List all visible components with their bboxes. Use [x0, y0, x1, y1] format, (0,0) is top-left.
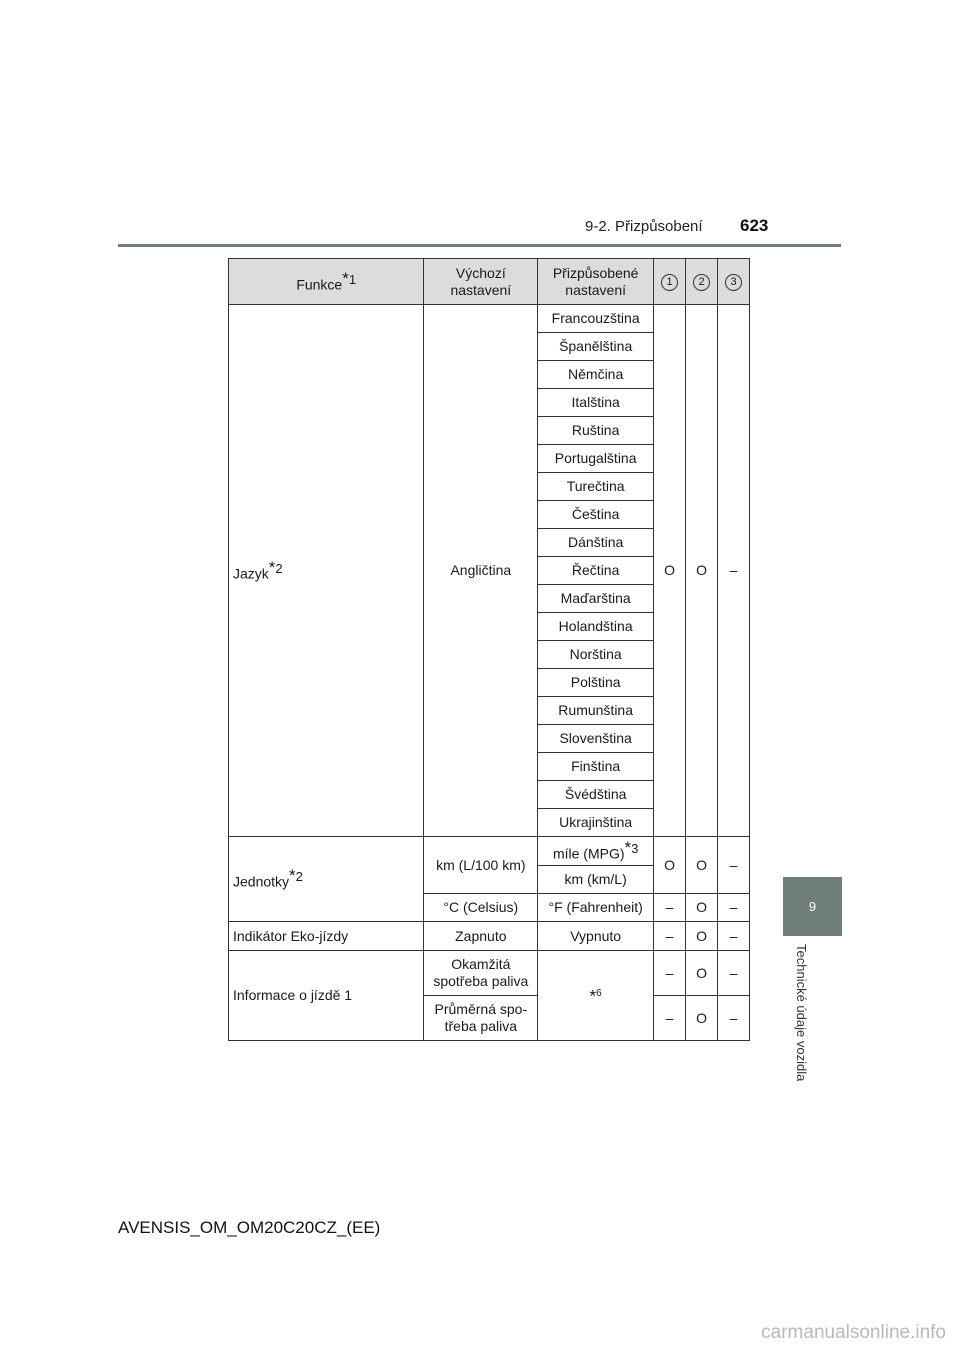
jednotky-col-1: O	[654, 837, 686, 894]
table-row	[229, 922, 750, 951]
section-title: 9-2. Přizpůsobení	[585, 218, 703, 235]
temperature-col-3: –	[718, 894, 750, 922]
info-instant-col-1: –	[654, 951, 686, 996]
info-option-note: *$^6$	[538, 951, 654, 1041]
eko-col-3: –	[718, 922, 750, 951]
temperature-option: °F (Fahrenheit)	[538, 894, 654, 922]
language-option: Slovenština	[538, 725, 654, 753]
jazyk-col-2: O	[686, 305, 718, 837]
temperature-col-2: O	[686, 894, 718, 922]
language-option: Polština	[538, 669, 654, 697]
language-option: Švédština	[538, 781, 654, 809]
eko-col-2: O	[686, 922, 718, 951]
page-number: 623	[740, 216, 769, 235]
eko-col-1: –	[654, 922, 686, 951]
eko-option: Vypnuto	[538, 922, 654, 951]
header-funkce: Funkce$^{*1}$	[229, 259, 424, 305]
header-prizpusobene: Přizpůsobené nastavení	[538, 259, 654, 305]
row-label-jazyk: Jazyk$^{*2}$	[229, 305, 424, 837]
language-option: Čeština	[538, 501, 654, 529]
circled-1-icon: 1	[661, 274, 678, 291]
row-label-eko: Indikátor Eko-jízdy	[229, 922, 424, 951]
language-option: Norština	[538, 641, 654, 669]
temperature-col-1: –	[654, 894, 686, 922]
info-average-col-2: O	[686, 996, 718, 1041]
language-option: Portugalština	[538, 445, 654, 473]
info-instant-col-3: –	[718, 951, 750, 996]
info-default-instant: Okamžitá spotřeba paliva	[424, 951, 538, 996]
header-col-1	[654, 259, 686, 305]
watermark: carmanualsonline.info	[761, 1322, 946, 1343]
circled-3-icon: 3	[725, 274, 742, 291]
jednotky-col-2: O	[686, 837, 718, 894]
row-label-info: Informace o jízdě 1	[229, 951, 424, 1041]
language-option: Finština	[538, 753, 654, 781]
table-row	[229, 305, 750, 333]
language-option: Němčina	[538, 361, 654, 389]
language-option: Francouzština	[538, 305, 654, 333]
chapter-label: Technické údaje vozidla	[794, 944, 809, 1082]
jednotky-default: km (L/100 km)	[424, 837, 538, 894]
language-option: Italština	[538, 389, 654, 417]
table-row	[229, 951, 750, 996]
document-code: AVENSIS_OM_OM20C20CZ_(EE)	[118, 1218, 381, 1237]
info-default-average: Průměrná spo- třeba paliva	[424, 996, 538, 1041]
language-option: Řečtina	[538, 557, 654, 585]
jazyk-default: Angličtina	[424, 305, 538, 837]
table-row	[229, 837, 750, 866]
info-average-col-3: –	[718, 996, 750, 1041]
eko-default: Zapnuto	[424, 922, 538, 951]
language-option: Rumunština	[538, 697, 654, 725]
language-option: Ukrajinština	[538, 809, 654, 837]
chapter-tab: 9	[783, 877, 842, 936]
row-label-jednotky: Jednotky$^{*2}$	[229, 837, 424, 922]
temperature-default: °C (Celsius)	[424, 894, 538, 922]
jazyk-col-3: –	[718, 305, 750, 837]
language-option: Turečtina	[538, 473, 654, 501]
header-col-2	[686, 259, 718, 305]
language-option: Holandština	[538, 613, 654, 641]
language-option: Maďarština	[538, 585, 654, 613]
jazyk-col-1: O	[654, 305, 686, 837]
circled-2-icon: 2	[693, 274, 710, 291]
customization-table	[228, 258, 750, 1041]
table-header-row	[229, 259, 750, 305]
header-rule	[118, 244, 841, 247]
info-average-col-1: –	[654, 996, 686, 1041]
info-instant-col-2: O	[686, 951, 718, 996]
language-option: Španělština	[538, 333, 654, 361]
jednotky-col-3: –	[718, 837, 750, 894]
units-option-kmL: km (km/L)	[538, 866, 654, 894]
header-col-3	[718, 259, 750, 305]
header-vychozi: Výchozí nastavení	[424, 259, 538, 305]
language-option: Ruština	[538, 417, 654, 445]
language-option: Dánština	[538, 529, 654, 557]
units-option-mpg: míle (MPG)$^{*3}$	[538, 837, 654, 866]
